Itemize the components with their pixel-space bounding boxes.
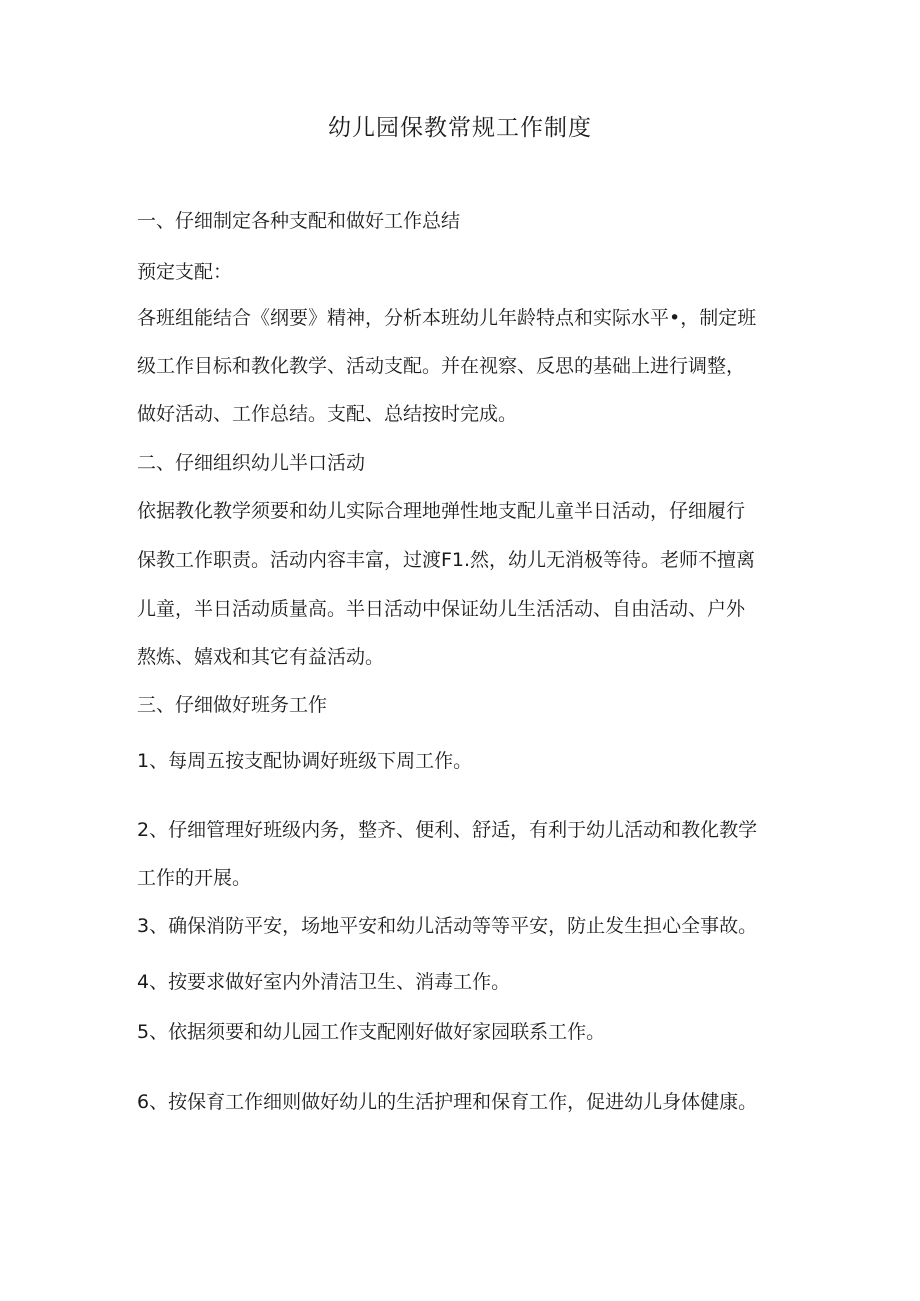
paragraph-line: 各班组能结合《纲要》精神，分析本班幼儿年龄特点和实际水平•，制定班 [137, 307, 757, 329]
paragraph-line: 保教工作职责。活动内容丰富，过渡F1.然，幼儿无消极等待。老师不擅离 [137, 549, 756, 571]
list-item-5: 5、依据须要和幼儿园工作支配刚好做好家园联系工作。 [137, 1021, 606, 1043]
paragraph-line: 儿童，半日活动质量高。半日活动中保证幼儿生活活动、自由活动、户外 [137, 598, 746, 620]
section-heading-1: 一、仔细制定各种支配和做好工作总结 [137, 210, 461, 232]
list-item-1: 1、每周五按支配协调好班级下周工作。 [137, 750, 473, 772]
section-heading-2: 二、仔细组织幼儿半口活动 [137, 452, 366, 474]
list-item-3: 3、确保消防平安，场地平安和幼儿活动等等平安，防止发生担心全事故。 [137, 915, 758, 937]
paragraph-line: 熬炼、嬉戏和其它有益活动。 [137, 646, 385, 668]
subheading-plan: 预定支配： [137, 261, 233, 283]
list-item-2: 2、仔细管理好班级内务，整齐、便利、舒适，有利于幼儿活动和教化教学 [137, 819, 758, 841]
document-title: 幼儿园保教常规工作制度 [328, 115, 592, 141]
list-item-4: 4、按要求做好室内外清洁卫生、消毒工作。 [137, 971, 511, 993]
list-item-2-continued: 工作的开展。 [137, 867, 252, 889]
section-heading-3: 三、仔细做好班务工作 [137, 694, 328, 716]
list-item-6: 6、按保育工作细则做好幼儿的生活护理和保育工作，促进幼儿身体健康。 [137, 1091, 758, 1113]
paragraph-line: 级工作目标和教化教学、活动支配。并在视察、反思的基础上进行调整， [137, 355, 746, 377]
paragraph-line: 做好活动、工作总结。支配、总结按时完成。 [137, 403, 518, 425]
paragraph-line: 依据教化教学须要和幼儿实际合理地弹性地支配儿童半日活动，仔细履行 [137, 500, 746, 522]
